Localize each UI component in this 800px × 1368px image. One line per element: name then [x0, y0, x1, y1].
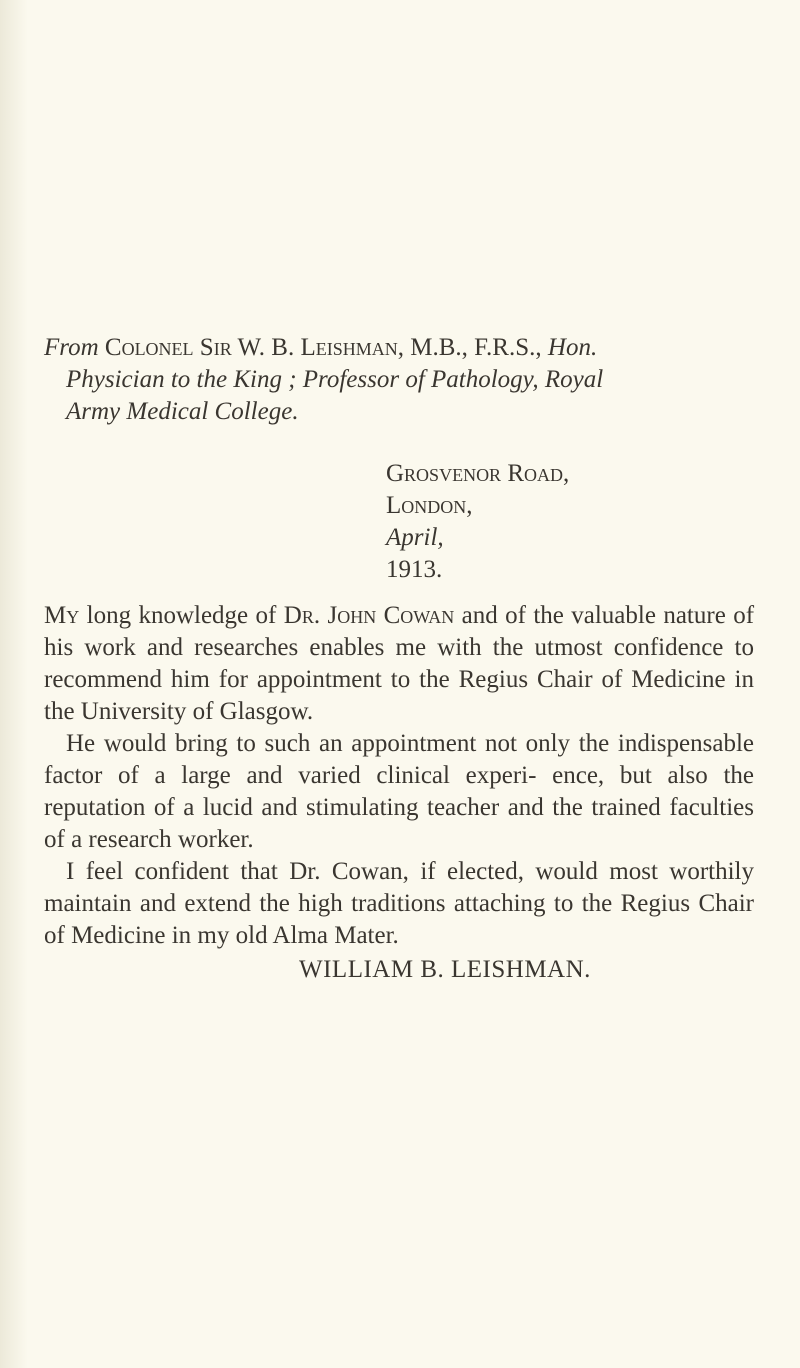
- address-city: London,: [386, 492, 473, 519]
- letter-paragraph-1: [44, 600, 754, 728]
- heading-hon: Hon.: [547, 334, 598, 361]
- address-month: April,: [386, 524, 444, 551]
- heading-author-name: Colonel Sir W. B. Leishman, M.B., F.R.S.,: [104, 334, 542, 361]
- signature: WILLIAM B. LEISHMAN.: [299, 956, 591, 983]
- heading-line-3: Army Medical College.: [66, 398, 299, 425]
- address-street: Grosvenor Road,: [386, 460, 570, 487]
- paragraph-lead: My: [44, 602, 80, 629]
- paragraph-1-text-b: and of the valuable nature of his work and researches enables me with the utmost confidence to recommend him for appointment to the Regius Chair of Medicine in the University of Glasgow.: [44, 602, 755, 725]
- heading-line-2: Physician to the King ; Professor of Pathology, Royal: [66, 366, 604, 393]
- heading-line-1: [44, 332, 754, 364]
- page-edge-shadow: [0, 0, 28, 1368]
- address-year: 1913.: [386, 556, 443, 583]
- letter-paragraph-3: I feel confident that Dr. Cowan, if elected, would most worthily maintain and extend the high traditions attaching to the Regius Chair of Medicine in my old Alma Mater.: [44, 858, 754, 949]
- address-city-date: [386, 490, 754, 586]
- letter-body: [44, 600, 754, 952]
- paragraph-1-person: Dr. John Cowan: [283, 602, 455, 629]
- paragraph-1-text-a: long knowledge of: [86, 602, 277, 629]
- testimonial-heading: [44, 332, 754, 428]
- letter-address: [44, 458, 754, 586]
- heading-from: From: [44, 334, 99, 361]
- letter-paragraph-2: He would bring to such an appointment not only the indispensable factor of a large and varied clinical experi- ence, but also the reputation of a lucid and stimulating teacher and the trained faculties of a research worker.: [44, 730, 754, 853]
- testimonial-section: [44, 332, 754, 986]
